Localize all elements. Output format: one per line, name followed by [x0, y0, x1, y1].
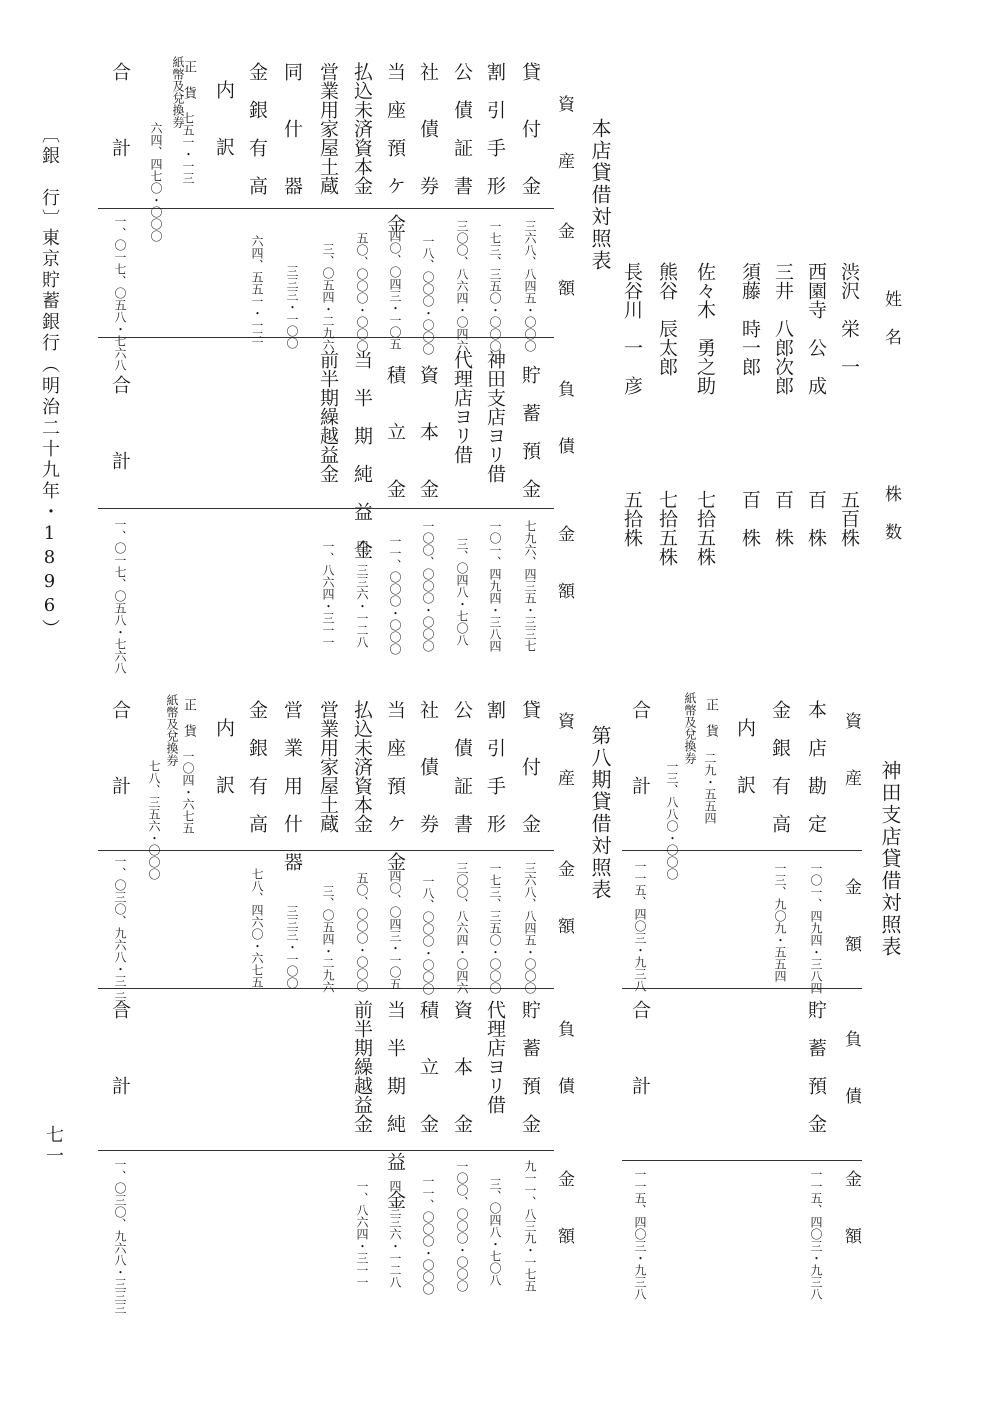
- honten-asset-label: 貸 付 金: [519, 62, 541, 195]
- dai8ki-asset-amount: 三、〇五四・二九六: [321, 885, 335, 993]
- dai8ki-liab-label: 前半期繰越益金: [351, 1000, 373, 1133]
- honten-specie-label: 正 貨: [181, 60, 196, 99]
- dai8ki-liab-amount-heading: 金 額: [554, 1170, 574, 1246]
- honten-assets-total-label: 合 計: [109, 62, 131, 157]
- shareholder-shares: 百 株: [739, 490, 761, 547]
- dai8ki-liab-amount: 四、三三六・一二八: [388, 1180, 402, 1288]
- kanda-assets-heading: 資 産: [841, 712, 861, 788]
- dai8ki-liab-label: 資 本 金: [451, 1000, 473, 1133]
- honten-liabilities-heading: 負 債: [554, 380, 574, 456]
- honten-notes-label: 紙幣及兌換券: [171, 56, 185, 128]
- kanda-liab-amount-heading: 金 額: [841, 1170, 861, 1246]
- dai8ki-asset-amount: 七八、四六〇・六七五: [250, 868, 264, 988]
- kanda-asset-amount: 一〇一、四九四・三八四: [809, 862, 823, 994]
- kanda-liabilities-heading: 負 債: [841, 1030, 861, 1106]
- dai8ki-asset-label: 公 債 証 書: [451, 700, 473, 833]
- kanda-specie-value: 二九・五五四: [703, 752, 717, 824]
- honten-liab-amount: 一〇〇、〇〇〇・〇〇〇: [421, 520, 435, 652]
- honten-amount-heading: 金 額: [554, 222, 574, 298]
- honten-liab-label: 神田支店ヨリ借: [484, 350, 506, 483]
- shareholder-name-heading: 姓 名: [881, 290, 901, 347]
- honten-liab-amount-heading: 金 額: [554, 525, 574, 601]
- kanda-liab-total: 一一五、四〇三・九三八: [633, 1168, 647, 1300]
- dai8ki-asset-label: 金 銀 有 高: [246, 700, 268, 833]
- honten-liab-label: 積 立 金: [384, 365, 406, 498]
- kanda-rule: [622, 988, 862, 989]
- dai8ki-asset-amount: 三三三・一〇〇: [285, 905, 299, 989]
- honten-asset-amount: 一七三、三五〇・〇〇〇: [488, 220, 502, 352]
- shareholder-shares: 七拾五株: [656, 490, 678, 566]
- dai8ki-liab-label: 積 立 金: [417, 1000, 439, 1133]
- dai8ki-asset-amount: 一八、〇〇〇・〇〇〇: [421, 875, 435, 995]
- dai8ki-asset-label: 割 引 手 形: [484, 700, 506, 833]
- honten-liab-label: 貯 蓄 預 金: [519, 365, 541, 498]
- honten-liab-label: 資 本 金: [417, 365, 439, 498]
- kanda-liab-amount: 一一五、四〇三・九三八: [809, 1168, 823, 1300]
- dai8ki-liab-amount: 九一一、八三九・一七五: [523, 1160, 537, 1292]
- shareholder-name: 熊谷 辰太郎: [656, 262, 678, 376]
- honten-liab-label: 代理店ヨリ借: [451, 350, 473, 464]
- dai8ki-liab-total-label: 合 計: [109, 1000, 131, 1095]
- dai8ki-specie-value: 一〇四・六七五: [181, 750, 195, 834]
- dai8ki-title: 第八期貸借対照表: [588, 725, 612, 901]
- honten-asset-amount: 三六八、八四五・〇〇〇: [523, 220, 537, 352]
- dai8ki-liab-amount: 一〇〇、〇〇〇・〇〇〇: [455, 1160, 469, 1292]
- dai8ki-asset-amount: 一七三、三五〇・〇〇〇: [488, 862, 502, 994]
- dai8ki-asset-label: 払込未済資本金: [351, 700, 373, 833]
- honten-asset-label: 当 座 預 ケ 金: [384, 62, 406, 233]
- dai8ki-asset-label: 営 業 用 什 器: [281, 700, 303, 871]
- kanda-notes-label: 紙幣及兌換券: [683, 692, 697, 764]
- honten-title: 本店貸借対照表: [588, 118, 612, 272]
- kanda-notes-value: 一三、八八〇・〇〇〇: [665, 760, 679, 880]
- shareholder-shares: 百 株: [805, 490, 827, 547]
- honten-asset-label: 割 引 手 形: [484, 62, 506, 195]
- honten-liab-amount: 一〇一、四九四・三八四: [488, 520, 502, 652]
- dai8ki-asset-amount: 五〇、〇〇〇・〇〇〇: [355, 872, 369, 992]
- dai8ki-assets-total: 一、〇三〇、九六八・三三三: [113, 855, 127, 1011]
- dai8ki-rule: [98, 850, 554, 851]
- honten-liab-amount: 三、〇四八・七〇八: [455, 538, 469, 646]
- honten-asset-label: 払込未済資本金: [351, 62, 373, 195]
- honten-assets-total: 一、〇一七、〇五八・七六八: [113, 215, 127, 371]
- honten-asset-label: 金 銀 有 高: [246, 62, 268, 195]
- honten-asset-label: 社 債 券: [417, 62, 439, 195]
- honten-liab-total: 一、〇一七、〇五八・七六八: [113, 518, 127, 674]
- dai8ki-asset-amount: 三六八、八四五・〇〇〇: [523, 862, 537, 994]
- shareholder-name: 西園寺 公 成: [805, 262, 827, 395]
- honten-asset-amount: 三、〇五四・二九六: [321, 243, 335, 351]
- honten-asset-amount: 六四、五五一・一三: [250, 235, 264, 343]
- kanda-breakdown-label: 内 訳: [734, 718, 756, 794]
- dai8ki-liab-total: 一、〇三〇、九六八・三三三: [113, 1158, 127, 1314]
- honten-asset-label: 公 債 証 書: [451, 62, 473, 195]
- kanda-specie-label: 正 貨: [703, 698, 718, 737]
- honten-asset-amount: 四〇、〇四三・一〇五: [388, 230, 402, 350]
- honten-liab-amount: 七九六、四三五・三三七: [523, 520, 537, 652]
- dai8ki-amount-heading: 金 額: [554, 860, 574, 936]
- shareholder-shares: 五拾株: [621, 490, 643, 547]
- honten-asset-amount: 五〇、〇〇〇・〇〇〇: [355, 232, 369, 352]
- dai8ki-assets-total-label: 合 計: [109, 700, 131, 795]
- honten-asset-amount: 三三三・一〇〇: [285, 265, 299, 349]
- running-bank-name: 東京貯蓄銀行: [39, 228, 60, 354]
- honten-liab-amount: 四、三三六・一二八: [355, 540, 369, 648]
- kanda-assets-total-label: 合 計: [629, 700, 651, 795]
- dai8ki-liabilities-heading: 負 債: [554, 1020, 574, 1096]
- shareholder-name: 渋沢 栄 一: [838, 262, 860, 376]
- dai8ki-liab-label: 当 半 期 純 益 金: [384, 1000, 406, 1209]
- shareholder-name: 佐々木 勇之助: [694, 262, 716, 395]
- running-category: 〔銀 行〕: [39, 125, 60, 230]
- dai8ki-notes-label: 紙幣及兌換券: [165, 694, 179, 766]
- shareholder-name: 長谷川 一 彦: [621, 262, 643, 395]
- dai8ki-assets-heading: 資 産: [554, 712, 574, 788]
- page-number: 七一: [43, 1125, 64, 1167]
- honten-asset-amount: 一八、〇〇〇・〇〇〇: [421, 235, 435, 355]
- honten-liab-label: 当 半 期 純 益 金: [351, 350, 373, 559]
- honten-asset-label: 同 什 器: [281, 62, 303, 195]
- dai8ki-breakdown-label: 内 訳: [213, 718, 235, 794]
- honten-liab-amount: 一一、〇〇〇・〇〇〇: [388, 535, 402, 655]
- kanda-title: 神田支店貸借対照表: [878, 760, 902, 958]
- honten-specie-value: 七五一・一三: [181, 112, 195, 184]
- honten-notes-value: 六四、四七〇・〇〇〇: [149, 122, 163, 242]
- shareholder-shares: 七拾五株: [694, 490, 716, 566]
- kanda-assets-total: 一一五、四〇三・九三八: [633, 860, 647, 992]
- shareholder-name: 須藤 時一郎: [739, 262, 761, 376]
- dai8ki-liab-amount: 一、八六四・三一一: [355, 1180, 369, 1288]
- kanda-liab-label: 貯 蓄 預 金: [805, 1000, 827, 1133]
- shareholder-shares: 五百株: [838, 490, 860, 547]
- honten-rule: [98, 508, 554, 509]
- dai8ki-asset-label: 貸 付 金: [519, 700, 541, 833]
- dai8ki-asset-amount: 四〇、〇四三・一〇五: [388, 870, 402, 990]
- dai8ki-asset-label: 当 座 預 ケ 金: [384, 700, 406, 871]
- dai8ki-asset-amount: 三〇〇、八六四・〇四六: [455, 862, 469, 994]
- kanda-amount-heading: 金 額: [841, 878, 861, 954]
- dai8ki-asset-label: 社 債 券: [417, 700, 439, 833]
- shareholder-shares: 百 株: [772, 490, 794, 547]
- shareholder-shares-heading: 株 数: [881, 485, 901, 542]
- honten-liab-amount: 一、八六四・三一一: [321, 540, 335, 648]
- dai8ki-liab-amount: 三、〇四八・七〇八: [488, 1178, 502, 1286]
- honten-rule: [98, 208, 554, 209]
- kanda-asset-amount: 一三、九〇九・五五四: [773, 862, 787, 982]
- dai8ki-notes-value: 七八、三五六・〇〇〇: [147, 760, 161, 880]
- kanda-asset-label: 金 銀 有 高: [769, 700, 791, 833]
- honten-assets-heading: 資 産: [554, 95, 574, 171]
- dai8ki-liab-label: 貯 蓄 預 金: [519, 1000, 541, 1133]
- running-year: （明治二十九年・1896）: [39, 355, 60, 640]
- kanda-rule: [622, 1160, 862, 1161]
- dai8ki-rule: [98, 1150, 554, 1151]
- kanda-asset-label: 本 店 勘 定: [805, 700, 827, 833]
- shareholder-name: 三井 八郎次郎: [772, 262, 794, 395]
- dai8ki-liab-label: 代理店ヨリ借: [484, 1000, 506, 1114]
- dai8ki-liab-amount: 一一、〇〇〇・〇〇〇: [421, 1175, 435, 1295]
- honten-asset-amount: 三〇〇、八六四・〇四六: [455, 220, 469, 352]
- honten-liab-label: 前半期繰越益金: [317, 350, 339, 483]
- dai8ki-asset-label: 営業用家屋土蔵: [317, 700, 339, 833]
- kanda-liab-total-label: 合 計: [629, 1000, 651, 1095]
- honten-breakdown-label: 内 訳: [213, 80, 235, 156]
- dai8ki-specie-label: 正 貨: [181, 698, 196, 737]
- kanda-rule: [622, 850, 862, 851]
- honten-liab-total-label: 合 計: [109, 375, 131, 470]
- honten-asset-label: 営業用家屋土蔵: [317, 62, 339, 195]
